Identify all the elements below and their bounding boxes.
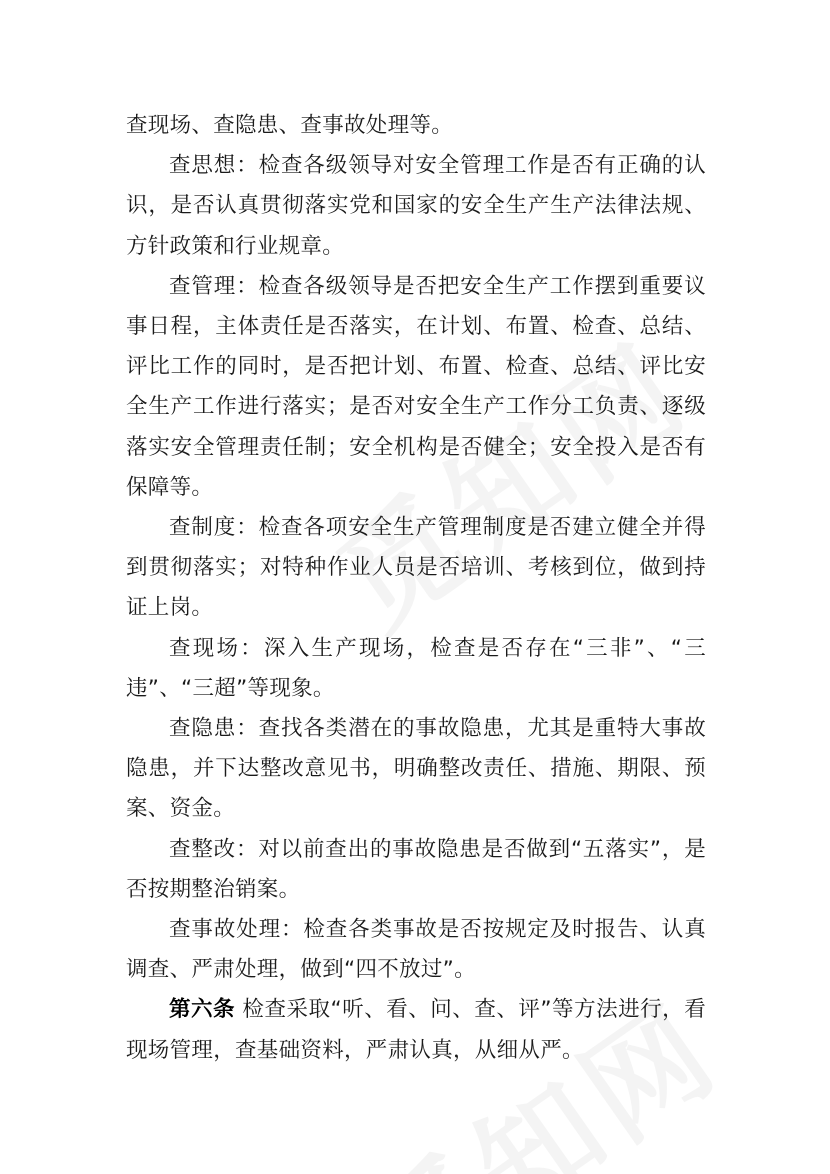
paragraph-check-management: 查管理：检查各级领导是否把安全生产工作摆到重要议事日程，主体责任是否落实，在计划、布置、检查、总结、评比工作的同时，是否把计划、布置、检查、总结、评比安全生产工作进行落实；是否对安全生产工作分工负责、逐级落实安全管理责任制；安全机构是否健全；安全投入是否有保障等。 (126, 273, 706, 500)
paragraph-check-site: 查现场：深入生产现场，检查是否存在“三非”、“三违”、“三超”等现象。 (126, 635, 706, 701)
paragraph-check-accident-handling: 查事故处理：检查各类事故是否按规定及时报告、认真调查、严肃处理，做到“四不放过”。 (126, 917, 706, 983)
paragraph-check-thinking: 查思想：检查各级领导对安全管理工作是否有正确的认识，是否认真贯彻落实党和国家的安全生产生产法律法规、方针政策和行业规章。 (126, 153, 706, 259)
paragraph-check-rectification: 查整改：对以前查出的事故隐患是否做到“五落实”，是否按期整治销案。 (126, 836, 706, 902)
paragraph-continuation: 查现场、查隐患、查事故处理等。 (126, 113, 454, 138)
paragraph-article-six (126, 990, 706, 1070)
body-text (126, 106, 706, 1071)
paragraph-check-system: 查制度：检查各项安全生产管理制度是否建立健全并得到贯彻落实；对特种作业人员是否培训、考核到位，做到持证上岗。 (126, 515, 706, 621)
article-number: 第六条 (169, 997, 236, 1023)
article-six-text: 检查采取“听、看、问、查、评”等方法进行，看现场管理，查基础资料，严肃认真，从细从严。 (126, 997, 706, 1063)
paragraph-check-hazards: 查隐患：查找各类潜在的事故隐患，尤其是重特大事故隐患，并下达整改意见书，明确整改责任、措施、期限、预案、资金。 (126, 716, 706, 822)
